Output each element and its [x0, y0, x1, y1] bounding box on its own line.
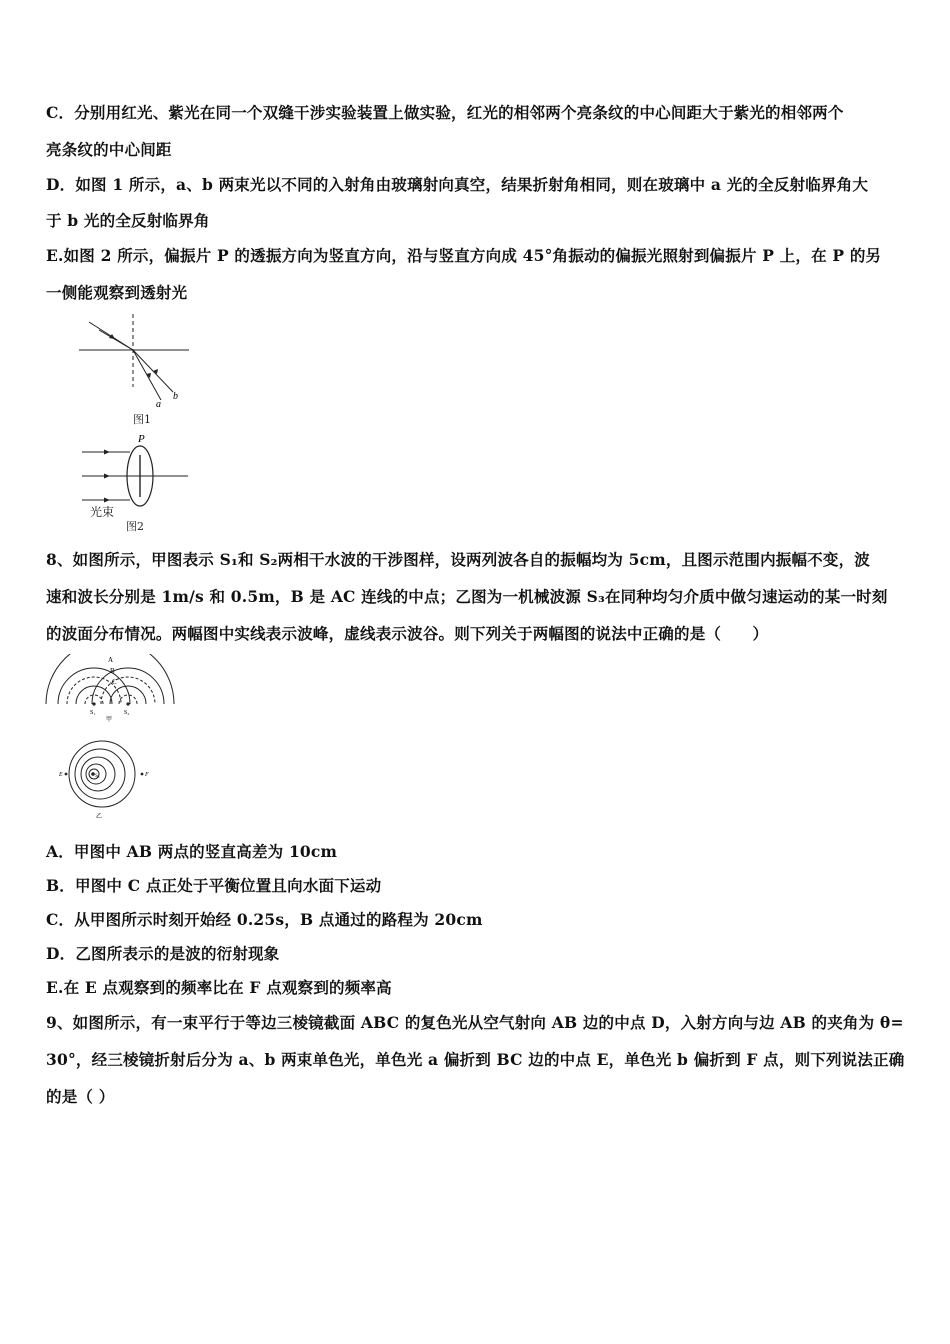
figure-2-beam-label: 光束 [90, 505, 115, 519]
question-9-line3: 的是（ ） [46, 1087, 115, 1106]
point-e [65, 773, 68, 776]
question-8-line2: 速和波长分别是 1m/s 和 0.5m，B 是 AC 连线的中点；乙图为一机械波源 S₃在同种均匀介质中做匀速运动的某一时刻 [46, 587, 888, 606]
label-s2: S₂ [124, 710, 130, 716]
s1-crest-inner [76, 686, 112, 704]
figure-1-caption: 图1 [133, 413, 151, 426]
figure-2-caption: 图2 [126, 520, 144, 533]
question-8-option-d: D．乙图所表示的是波的衍射现象 [46, 944, 280, 963]
label-e: E [59, 772, 63, 778]
arrow-icon [104, 498, 110, 503]
question-8-option-b: B．甲图中 C 点正处于平衡位置且向水面下运动 [46, 876, 382, 895]
label-a: a [156, 399, 161, 410]
source-s1 [92, 702, 95, 705]
figure-jia-interference-diagram [44, 654, 178, 722]
option-c-line1: C．分别用红光、紫光在同一个双缝干涉实验装置上做实验，红光的相邻两个亮条纹的中心间距大于紫光的相邻两个 [46, 103, 844, 122]
label-a: A [108, 656, 114, 664]
figure-jia-caption: 甲 [106, 717, 113, 722]
question-8-option-a: A．甲图中 AB 两点的竖直高差为 10cm [46, 842, 338, 861]
label-p: P [138, 433, 145, 445]
question-9-line1: 9、如图所示，有一束平行于等边三棱镜截面 ABC 的复色光从空气射向 AB 边的中点 D，入射方向与边 AB 的夹角为 θ= [46, 1013, 904, 1032]
arrow-icon [104, 450, 110, 455]
figure-yi-doppler-diagram [56, 738, 156, 820]
option-e-line2: 一侧能观察到透射光 [46, 283, 188, 302]
question-9-line2: 30°，经三棱镜折射后分为 a、b 两束单色光，单色光 a 偏折到 BC 边的中点 E，单色光 b 偏折到 F 点，则下列说法正确 [46, 1050, 905, 1069]
source-s2 [126, 702, 129, 705]
label-c: C [112, 678, 117, 686]
question-8-line1: 8、如图所示，甲图表示 S₁和 S₂两相干水波的干涉图样，设两列波各自的振幅均为 5cm，且图示范围内振幅不变，波 [46, 550, 870, 569]
wavefront-2 [75, 749, 125, 799]
arrow-icon [104, 474, 110, 479]
label-b: b [173, 391, 178, 402]
label-f: F [145, 772, 149, 778]
option-c-line2: 亮条纹的中心间距 [46, 140, 172, 159]
label-b: B [110, 667, 115, 675]
incident-ray-b [99, 330, 133, 350]
label-s3: S₃ [95, 774, 100, 779]
question-8-line3: 的波面分布情况。两幅图中实线表示波峰，虚线表示波谷。则下列关于两幅图的说法中正确的是（ ） [46, 624, 769, 643]
question-8-option-e: E.在 E 点观察到的频率比在 F 点观察到的频率高 [46, 978, 392, 997]
question-8-option-c: C．从甲图所示时刻开始经 0.25s，B 点通过的路程为 20cm [46, 910, 483, 929]
point-f [141, 773, 144, 776]
label-s1: S₁ [90, 710, 96, 716]
option-e-line1: E.如图 2 所示，偏振片 P 的透振方向为竖直方向，沿与竖直方向成 45°角振动的偏振光照射到偏振片 P 上，在 P 的另 [46, 246, 882, 265]
s2-crest-inner [110, 686, 146, 704]
figure-yi-caption: 乙 [96, 814, 103, 820]
option-d-line1: D．如图 1 所示，a、b 两束光以不同的入射角由玻璃射向真空，结果折射角相同，则在玻璃中 a 光的全反射临界角大 [46, 175, 869, 194]
option-d-line2: 于 b 光的全反射临界角 [46, 211, 210, 230]
